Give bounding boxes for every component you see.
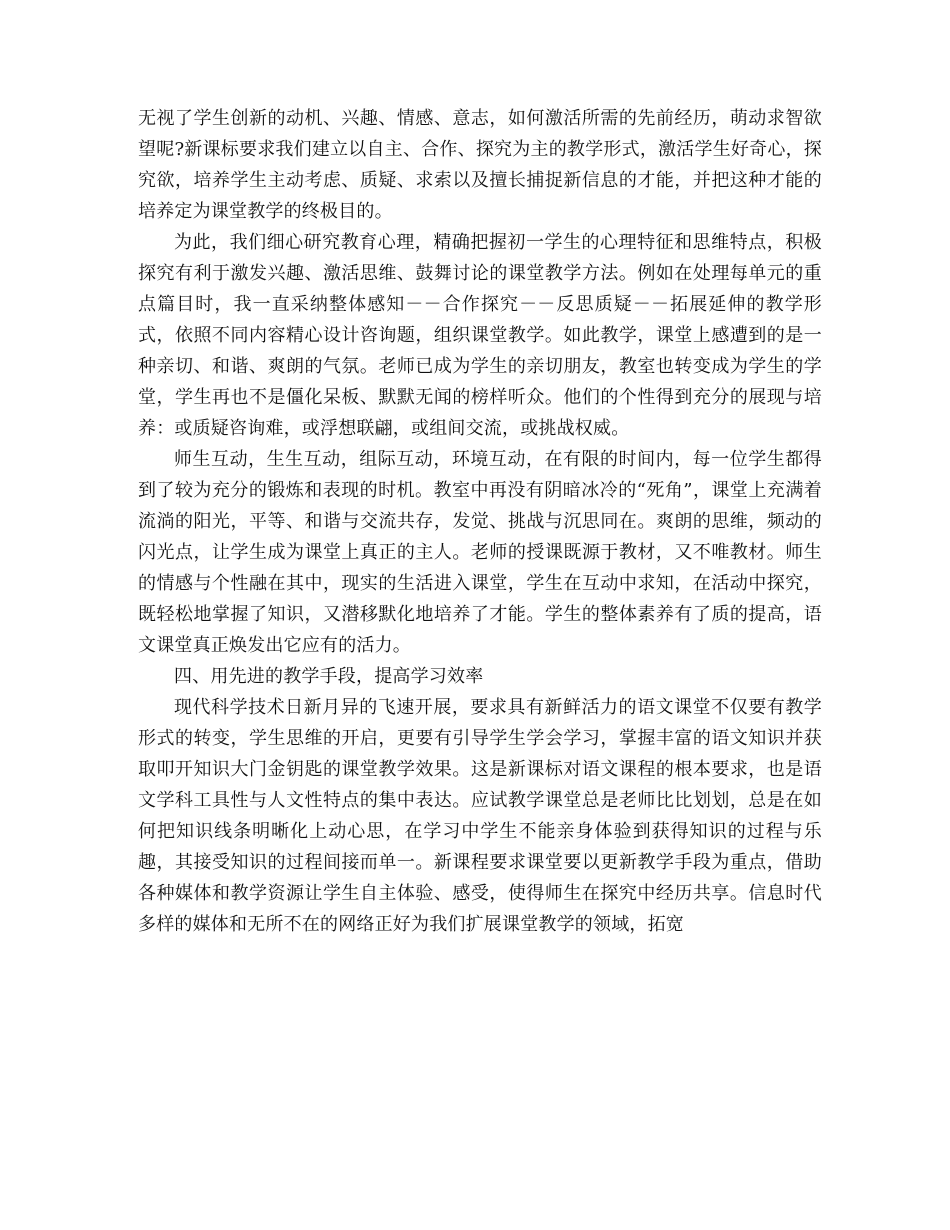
paragraph-1: 无视了学生创新的动机、兴趣、情感、意志，如何激活所需的先前经历，萌动求智欲望呢?新课标要求我们建立以自主、合作、探究为主的教学形式，激活学生好奇心，探究欲，培养学生主动考虑、质疑、求索以及擅长捕捉新信息的才能，并把这种才能的培养定为课堂教学的终极目的。: [138, 108, 822, 222]
document-body: [138, 103, 822, 940]
paragraph-3: 师生互动，生生互动，组际互动，环境互动，在有限的时间内，每一位学生都得到了较为充分的锻炼和表现的时机。教室中再没有阴暗冰冷的“死角”，课堂上充满着流淌的阳光，平等、和谐与交流共存，发觉、挑战与沉思同在。爽朗的思维，频动的闪光点，让学生成为课堂上真正的主人。老师的授课既源于教材，又不唯教材。师生的情感与个性融在其中，现实的生活进入课堂，学生在互动中求知，在活动中探究，既轻松地掌握了知识，又潜移默化地培养了才能。学生的整体素养有了质的提高，语文课堂真正焕发出它应有的活力。: [138, 449, 822, 656]
section-heading-4: 四、用先进的教学手段，提高学习效率: [174, 666, 484, 687]
paragraph-2: 为此，我们细心研究教育心理，精确把握初一学生的心理特征和思维特点，积极探究有利于激发兴趣、激活思维、鼓舞讨论的课堂教学方法。例如在处理每单元的重点篇目时，我一直采纳整体感知－－合作探究－－反思质疑－－拓展延伸的教学形式，依照不同内容精心设计咨询题，组织课堂教学。如此教学，课堂上感遭到的是一种亲切、和谐、爽朗的气氛。老师已成为学生的亲切朋友，教室也转变成为学生的学堂，学生再也不是僵化呆板、默默无闻的榜样听众。他们的个性得到充分的展现与培养：或质疑咨询难，或浮想联翩，或组间交流，或挑战权威。: [138, 232, 822, 439]
paragraph-5: 现代科学技术日新月异的飞速开展，要求具有新鲜活力的语文课堂不仅要有教学形式的转变，学生思维的开启，更要有引导学生学会学习，掌握丰富的语文知识并获取叩开知识大门金钥匙的课堂教学效果。这是新课标对语文课程的根本要求，也是语文学科工具性与人文性特点的集中表达。应试教学课堂总是老师比比划划，总是在如何把知识线条明晰化上动心思，在学习中学生不能亲身体验到获得知识的过程与乐趣，其接受知识的过程间接而单一。新课程要求课堂要以更新教学手段为重点，借助各种媒体和教学资源让学生自主体验、感受，使得师生在探究中经历共享。信息时代多样的媒体和无所不在的网络正好为我们扩展课堂教学的领域，拓宽: [138, 697, 822, 935]
